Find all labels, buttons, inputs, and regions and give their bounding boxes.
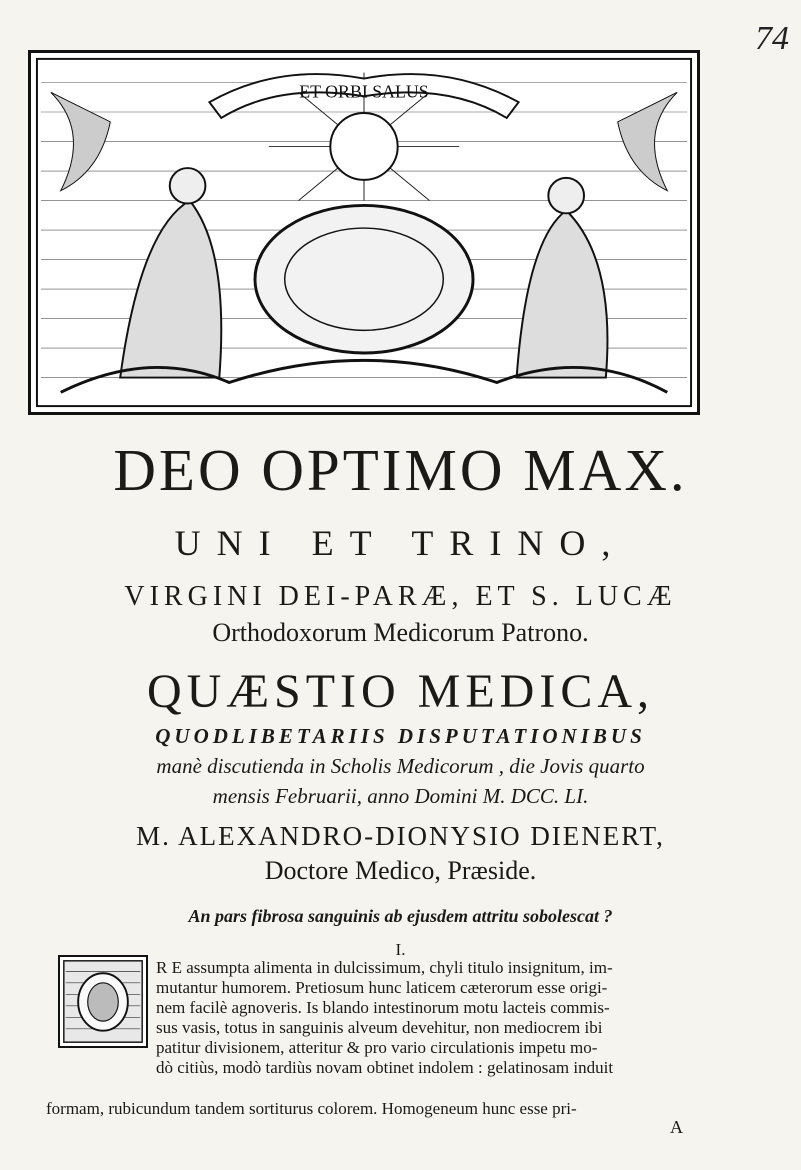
dedication-line-2: UNI ET TRINO, (174, 523, 627, 563)
body-line-3: nem facilè agnoveris. Is blando intestinorum motu lacteis commis- (156, 998, 610, 1017)
president-role: Doctore Medico, Præside. (264, 856, 537, 885)
body-line-7: formam, rubicundum tandem sortiturus colorem. Homogeneum hunc esse pri- (46, 1099, 577, 1118)
occasion-line-3: mensis Februarii, anno Domini M. DCC. LI. (212, 784, 589, 808)
body-line-2: mutantur humorem. Pretiosum hunc laticem cæterorum esse origi- (156, 978, 608, 997)
signature-mark: A (670, 1117, 683, 1137)
body-line-5: patitur divisionem, atteritur & pro vario circulationis impetu mo- (156, 1038, 598, 1057)
decorated-initial-illustration (58, 955, 148, 1048)
occasion-line-2: manè discutienda in Scholis Medicorum , die Jovis quarto (156, 754, 645, 778)
page-number: 74 (755, 20, 789, 57)
body-line-1: R E assumpta alimenta in dulcissimum, chyli titulo insignitum, im- (156, 958, 613, 977)
document-title: QUÆSTIO MEDICA, (147, 665, 654, 718)
question-heading: An pars fibrosa sanguinis ab ejusdem attritu sobolescat ? (188, 906, 613, 926)
occasion-line-1: QUODLIBETARIIS DISPUTATIONIBUS (155, 724, 646, 748)
engraved-headpiece-illustration (28, 50, 700, 415)
section-number: I. (395, 940, 406, 959)
body-line-6: dò citiùs, modò tardiùs novam obtinet indolem : gelatinosam induit (156, 1058, 614, 1077)
dedication-line-1: DEO OPTIMO MAX. (113, 437, 688, 503)
dedication-line-4: Orthodoxorum Medicorum Patrono. (212, 618, 589, 647)
dedication-line-3: VIRGINI DEI-PARÆ, ET S. LUCÆ (124, 581, 677, 612)
body-line-4: sus vasis, totus in sanguinis alveum devehitur, non mediocrem ibi (156, 1018, 603, 1037)
president-name: M. ALEXANDRO-DIONYSIO DIENERT, (136, 821, 665, 851)
banner-text: ET ORBI SALUS (299, 81, 429, 102)
